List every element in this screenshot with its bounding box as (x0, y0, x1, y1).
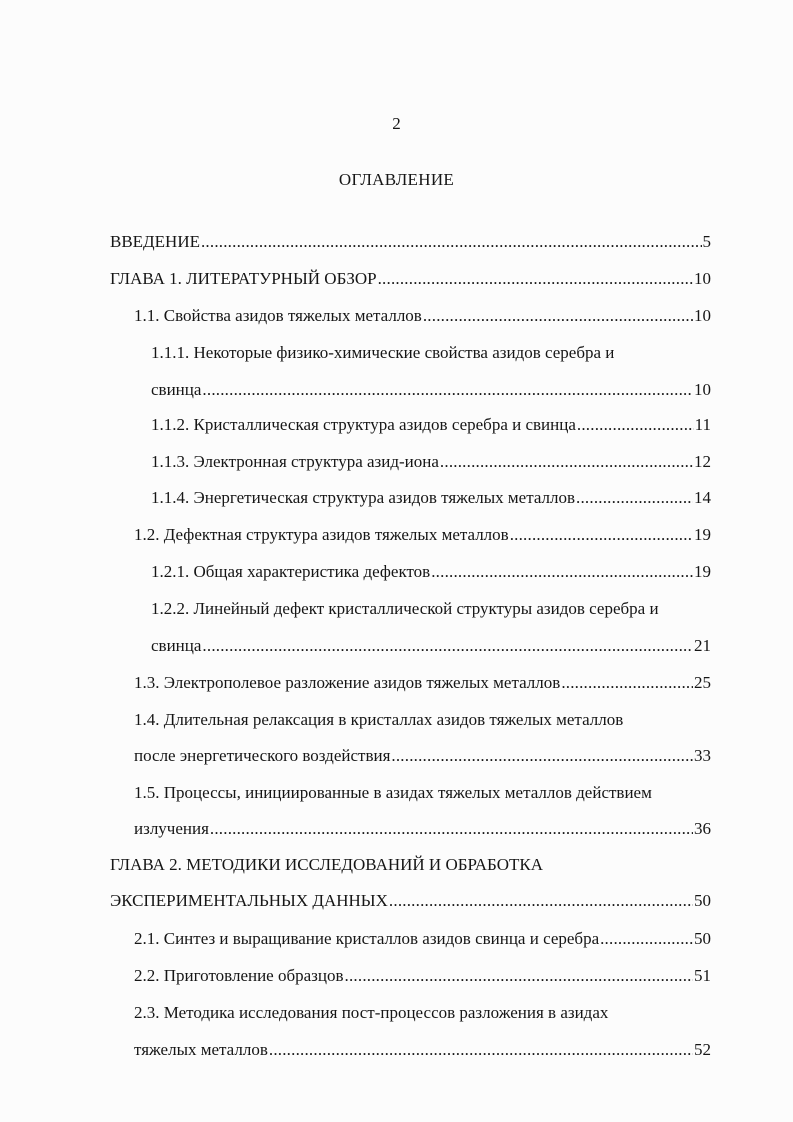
toc-title: ОГЛАВЛЕНИЕ (338, 170, 455, 189)
toc-entry-2-2[interactable]: 2.2. Приготовление образцов ..... 51 (134, 966, 711, 986)
toc-page-number: 50 (694, 929, 711, 948)
toc-page-number: 50 (694, 891, 711, 910)
toc-entry-1-2-2[interactable]: 1.2.2. Линейный дефект кристаллической структуры азидов серебра и свинца ..... 21 (151, 599, 711, 656)
toc-entry-chapter-2[interactable]: ГЛАВА 2. МЕТОДИКИ ИССЛЕДОВАНИЙ И ОБРАБОТКА ЭКСПЕРИМЕНТАЛЬНЫХ ДАННЫХ ..... 50 (110, 855, 711, 911)
dot-leader (423, 306, 693, 326)
toc-entry-1-1-3[interactable]: 1.1.3. Электронная структура азид-иона ..... 12 (151, 452, 711, 472)
dot-leader (269, 1040, 693, 1060)
toc-page-number: 51 (694, 966, 711, 985)
toc-page-number: 19 (694, 562, 711, 581)
toc-page-number: 21 (694, 636, 711, 655)
toc-entry-1-5[interactable]: 1.5. Процессы, инициированные в азидах тяжелых металлов действием излучения ..... 36 (134, 783, 711, 839)
toc-entry-1-1[interactable]: 1.1. Свойства азидов тяжелых металлов ..... 10 (134, 306, 711, 326)
dot-leader (510, 525, 693, 545)
toc-entry-1-4[interactable]: 1.4. Длительная релаксация в кристаллах азидов тяжелых металлов после энергетического воздействия ..... 33 (134, 710, 711, 766)
toc-entry-1-1-2[interactable]: 1.1.2. Кристаллическая структура азидов серебра и свинца ..... 11 (151, 415, 711, 435)
toc-entry-chapter-1[interactable]: ГЛАВА 1. ЛИТЕРАТУРНЫЙ ОБЗОР ..... 10 (110, 269, 711, 289)
dot-leader (440, 452, 693, 472)
toc-page-number: 10 (694, 380, 711, 399)
toc-entry-introduction[interactable]: ВВЕДЕНИЕ ..... 5 (110, 232, 711, 252)
toc-entry-1-1-4[interactable]: 1.1.4. Энергетическая структура азидов тяжелых металлов ..... 14 (151, 488, 711, 508)
toc-entry-1-2-1[interactable]: 1.2.1. Общая характеристика дефектов ..... 19 (151, 562, 711, 582)
toc-page-number: 25 (694, 673, 711, 692)
toc-page-number: 12 (694, 452, 711, 471)
dot-leader (577, 415, 694, 435)
dot-leader (210, 819, 693, 839)
dot-leader (345, 966, 693, 986)
toc-entry-1-2[interactable]: 1.2. Дефектная структура азидов тяжелых металлов ..... 19 (134, 525, 711, 545)
toc-entry-2-1[interactable]: 2.1. Синтез и выращивание кристаллов азидов свинца и серебра ..... 50 (134, 929, 711, 949)
dot-leader (202, 636, 693, 656)
toc-entry-1-1-1[interactable]: 1.1.1. Некоторые физико-химические свойства азидов серебра и свинца ..... 10 (151, 343, 711, 400)
toc-page-number: 10 (694, 269, 711, 288)
dot-leader (378, 269, 693, 289)
toc-page-number: 52 (694, 1040, 711, 1059)
toc-entry-2-3[interactable]: 2.3. Методика исследования пост-процессов разложения в азидах тяжелых металлов ..... 52 (134, 1003, 711, 1060)
toc-page-number: 5 (702, 232, 711, 251)
dot-leader (431, 562, 693, 582)
page-number: 2 (392, 114, 401, 133)
toc-page-number: 10 (694, 306, 711, 325)
dot-leader (391, 746, 693, 766)
dot-leader (201, 232, 702, 252)
dot-leader (600, 929, 693, 949)
toc-page-number: 33 (694, 746, 711, 765)
toc-page-number: 36 (694, 819, 711, 838)
dot-leader (202, 380, 693, 400)
toc-page-number: 14 (694, 488, 711, 507)
toc-entry-1-3[interactable]: 1.3. Электрополевое разложение азидов тяжелых металлов ..... 25 (134, 673, 711, 693)
dot-leader (576, 488, 693, 508)
dot-leader (389, 891, 693, 911)
toc-page-number: 19 (694, 525, 711, 544)
dot-leader (561, 673, 693, 693)
toc-page-number: 11 (694, 415, 711, 434)
